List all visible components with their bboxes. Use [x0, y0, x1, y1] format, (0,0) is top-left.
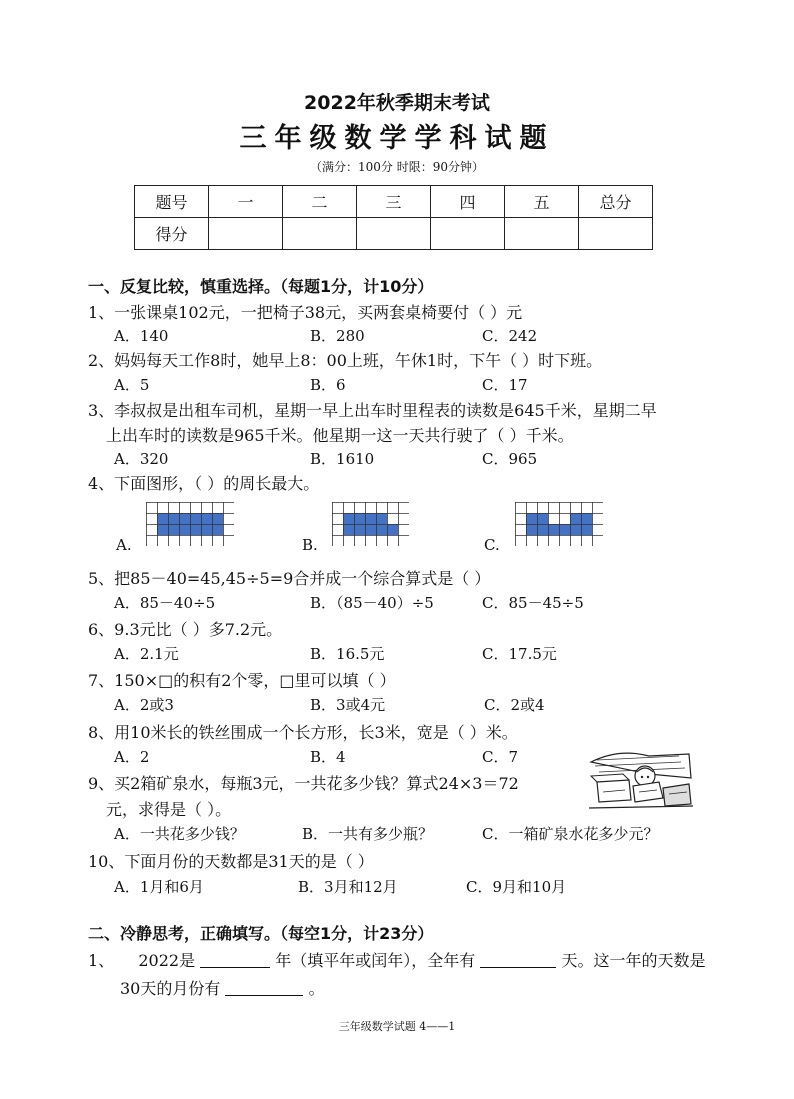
- question-3-cont: 上出车时的读数是965千米。他星期一这一天共行驶了（ ）千米。: [106, 426, 574, 445]
- option-c[interactable]: C．17: [482, 376, 528, 394]
- score-input-cell[interactable]: [357, 218, 431, 250]
- option-c[interactable]: C．2或4: [484, 696, 545, 714]
- option-b[interactable]: B．一共有多少瓶？: [302, 825, 434, 843]
- question-7: 7、150×□的积有2个零，□里可以填（ ）: [88, 671, 396, 690]
- exam-subtitle: （满分：100分 时限：90分钟）: [310, 160, 484, 174]
- grid-filled-cell: [570, 513, 581, 524]
- option-c[interactable]: C．17.5元: [482, 645, 557, 663]
- grid-filled-cell: [179, 524, 190, 535]
- answer-blank[interactable]: [225, 979, 303, 996]
- score-input-cell[interactable]: [283, 218, 357, 250]
- fill-question-1-cont: [120, 976, 325, 999]
- score-cell: 得分: [135, 218, 209, 250]
- grid-figure-a: [146, 502, 234, 546]
- question-8: 8、用10米长的铁丝围成一个长方形，长3米，宽是（ ）米。: [88, 723, 518, 742]
- score-cell: 二: [283, 186, 357, 218]
- score-cell: 四: [431, 186, 505, 218]
- water-boxes-illustration: [589, 748, 693, 812]
- option-c[interactable]: C．一箱矿泉水花多少元？: [482, 825, 659, 843]
- answer-blank[interactable]: [200, 951, 270, 968]
- grid-figure-c: [515, 502, 603, 546]
- grid-filled-cell: [365, 524, 376, 535]
- option-c[interactable]: C．7: [482, 748, 519, 766]
- score-input-cell[interactable]: [579, 218, 653, 250]
- grid-filled-cell: [537, 513, 548, 524]
- question-10: 10、下面月份的天数都是31天的是（ ）: [88, 852, 374, 871]
- question-text: 。: [308, 979, 325, 998]
- option-b[interactable]: B．6: [310, 376, 346, 394]
- question-3: 3、李叔叔是出租车司机，星期一早上出车时里程表的读数是645千米，星期二早: [88, 401, 657, 420]
- section2-heading: 二、冷静思考，正确填写。（每空1分，计23分）: [88, 924, 434, 943]
- option-a[interactable]: A．320: [114, 450, 169, 468]
- option-a[interactable]: A．1月和6月: [114, 878, 204, 896]
- section1-heading: 一、反复比较，慎重选择。（每题1分，计10分）: [88, 277, 434, 296]
- grid-filled-cell: [190, 513, 201, 524]
- grid-filled-cell: [201, 524, 212, 535]
- question-6: 6、9.3元比（ ）多7.2元。: [88, 620, 283, 639]
- option-a[interactable]: A．2: [114, 748, 150, 766]
- grid-filled-cell: [212, 513, 223, 524]
- grid-filled-cell: [537, 524, 548, 535]
- grid-filled-cell: [201, 513, 212, 524]
- option-c[interactable]: C．85－45÷5: [482, 594, 584, 612]
- score-input-cell[interactable]: [505, 218, 579, 250]
- grid-filled-cell: [376, 524, 387, 535]
- grid-filled-cell: [168, 524, 179, 535]
- option-b[interactable]: B．280: [310, 327, 365, 345]
- grid-figure-b: [332, 502, 409, 546]
- grid-filled-cell: [559, 524, 570, 535]
- option-a[interactable]: A．2或3: [114, 696, 174, 714]
- option-c[interactable]: C．242: [482, 327, 538, 345]
- option-b[interactable]: B．3或4元: [310, 696, 386, 714]
- question-5: 5、把85－40=45,45÷5=9合并成一个综合算式是（ ）: [88, 569, 491, 588]
- option-b[interactable]: B．（85－40）÷5: [310, 594, 434, 612]
- grid-filled-cell: [365, 513, 376, 524]
- grid-filled-cell: [387, 524, 398, 535]
- grid-filled-cell: [212, 524, 223, 535]
- option-a[interactable]: A．140: [114, 327, 169, 345]
- option-a[interactable]: A．2.1元: [114, 645, 179, 663]
- score-cell: 五: [505, 186, 579, 218]
- grid-filled-cell: [354, 524, 365, 535]
- option-c[interactable]: C.: [484, 536, 500, 554]
- score-cell: 总分: [579, 186, 653, 218]
- question-2: 2、妈妈每天工作8时，她早上8：00上班，午休1时，下午（ ）时下班。: [88, 351, 603, 370]
- question-1: 1、一张课桌102元，一把椅子38元，买两套桌椅要付（ ）元: [88, 303, 523, 322]
- option-b[interactable]: B．4: [310, 748, 346, 766]
- option-a[interactable]: A．一共花多少钱？: [114, 825, 245, 843]
- score-cell: 三: [357, 186, 431, 218]
- answer-blank[interactable]: [480, 951, 556, 968]
- score-input-cell[interactable]: [431, 218, 505, 250]
- question-9: 9、买2箱矿泉水，每瓶3元，一共花多少钱？算式24×3＝72: [88, 774, 519, 793]
- option-c[interactable]: C．965: [482, 450, 538, 468]
- score-input-cell[interactable]: [209, 218, 283, 250]
- question-text: 年（填平年或闰年），全年有: [275, 951, 476, 970]
- grid-filled-cell: [343, 513, 354, 524]
- option-c[interactable]: C．9月和10月: [466, 878, 567, 896]
- question-number: 1、: [88, 951, 115, 970]
- option-a[interactable]: A．85－40÷5: [114, 594, 216, 612]
- question-text: 2022是: [138, 951, 196, 970]
- page-footer: 三年级数学试题 4——1: [338, 1020, 456, 1033]
- score-cell: 题号: [135, 186, 209, 218]
- grid-filled-cell: [343, 524, 354, 535]
- question-text: 天。这一年的天数是: [561, 951, 706, 970]
- option-b[interactable]: B．16.5元: [310, 645, 385, 663]
- grid-filled-cell: [190, 524, 201, 535]
- option-b[interactable]: B．3月和12月: [298, 878, 398, 896]
- exam-title-line1: 2022年秋季期末考试: [304, 92, 490, 114]
- grid-filled-cell: [354, 513, 365, 524]
- question-4: 4、下面图形，（ ）的周长最大。: [88, 474, 320, 493]
- score-table: [134, 185, 653, 250]
- question-9-cont: 元，求得是（ ）。: [106, 800, 232, 819]
- grid-filled-cell: [157, 524, 168, 535]
- grid-filled-cell: [179, 513, 190, 524]
- score-cell: 一: [209, 186, 283, 218]
- score-table-score-row: [135, 218, 653, 250]
- grid-filled-cell: [526, 524, 537, 535]
- grid-filled-cell: [526, 513, 537, 524]
- grid-filled-cell: [581, 513, 592, 524]
- grid-filled-cell: [168, 513, 179, 524]
- option-b[interactable]: B.: [302, 536, 318, 554]
- grid-filled-cell: [157, 513, 168, 524]
- grid-filled-cell: [548, 524, 559, 535]
- exam-title-line2: 三年级数学学科试题: [239, 123, 555, 154]
- fill-question-1: [88, 948, 706, 971]
- grid-filled-cell: [570, 524, 581, 535]
- question-text: 30天的月份有: [120, 979, 221, 998]
- grid-filled-cell: [376, 513, 387, 524]
- option-a[interactable]: A.: [116, 536, 132, 554]
- grid-filled-cell: [581, 524, 592, 535]
- score-table-header-row: [135, 186, 653, 218]
- option-a[interactable]: A．5: [114, 376, 150, 394]
- option-b[interactable]: B．1610: [310, 450, 375, 468]
